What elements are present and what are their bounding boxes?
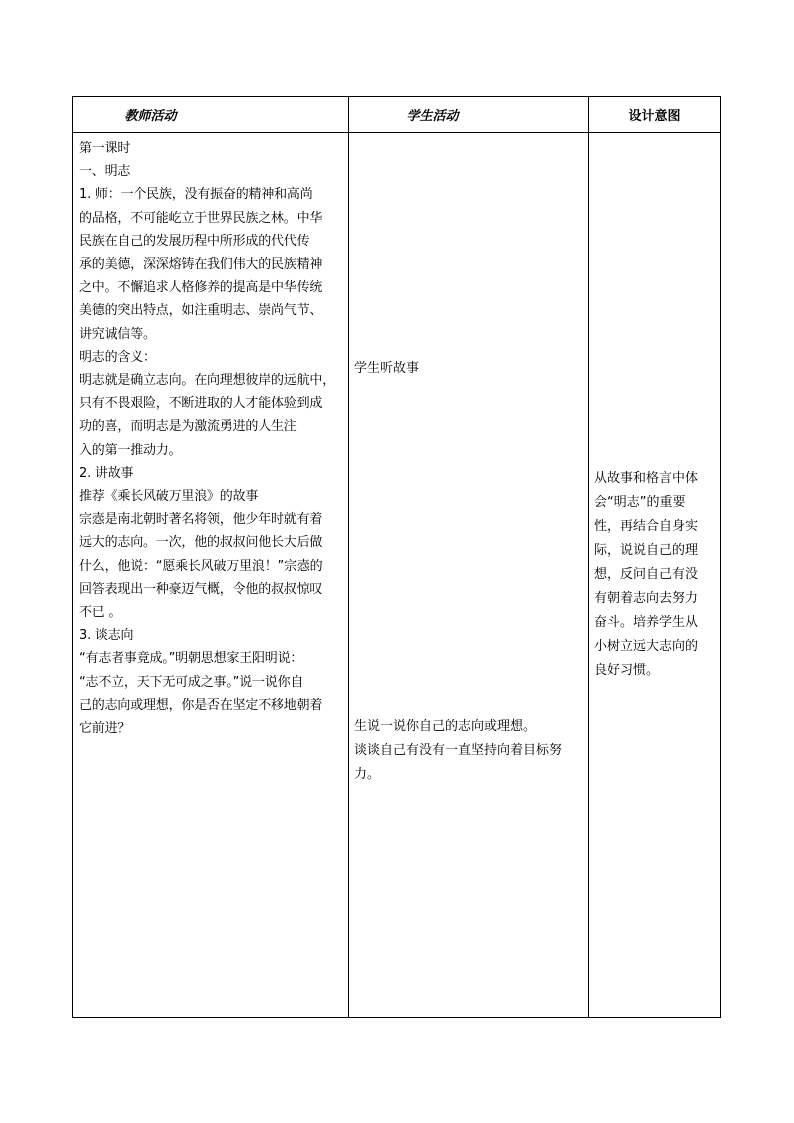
design-text-line: 奋斗。培养学生从 xyxy=(594,615,699,630)
teacher-activity-header xyxy=(73,97,349,133)
student-talk-text xyxy=(354,715,586,787)
design-text-line: 小树立远大志向的 xyxy=(594,639,699,654)
teacher-text-line: 明志的含义： xyxy=(79,349,156,365)
teacher-text-line: 1. 师：一个民族，没有振奋的精神和高尚 xyxy=(79,187,313,203)
teacher-activity-cell xyxy=(73,133,349,1018)
design-text-line: 从故事和格言中体 xyxy=(594,471,699,486)
student-activity-cell xyxy=(349,133,589,1018)
teacher-text-line: 的品格，不可能屹立于世界民族之林。中华 xyxy=(79,210,323,226)
teacher-text-line: 它前进？ xyxy=(79,721,131,737)
teacher-text-line: 第一课时 xyxy=(79,141,131,156)
teacher-text-line: 远大的志向。一次，他的叔叔问他长大后做 xyxy=(79,535,323,551)
teacher-text-line: 只有不畏艰险，不断进取的人才能体验到成 xyxy=(79,396,323,412)
design-intent-cell xyxy=(589,133,721,1018)
teacher-text-line: 3. 谈志向 xyxy=(79,628,134,644)
design-text-line: 会“明志”的重要 xyxy=(594,495,686,510)
design-text-line: 想，反问自己有没 xyxy=(594,567,699,582)
design-text-line: 有朝着志向去努力 xyxy=(594,591,699,606)
design-text-line: 性，再结合自身实 xyxy=(594,519,699,534)
student-talk-line: 生说一说你自己的志向或理想。 xyxy=(354,719,537,734)
teacher-text-line: 之中。不懈追求人格修养的提高是中华传统 xyxy=(79,280,323,296)
teacher-text-line: 回答表现出一种豪迈气概，令他的叔叔惊叹 xyxy=(79,581,323,597)
design-intent-header xyxy=(589,97,721,133)
teacher-text-line: 明志就是确立志向。在向理想彼岸的远航中， xyxy=(79,373,336,389)
teacher-activity-header-label: 教师活动 xyxy=(124,109,177,124)
teacher-text-line: 讲究诚信等。 xyxy=(79,326,156,342)
teacher-text-line: “志不立，天下无可成之事。”说一说你自 xyxy=(79,674,304,690)
student-story-text xyxy=(354,357,586,381)
student-talk-line: 谈谈自己有没有一直坚持向着目标努 xyxy=(354,743,563,758)
student-activity-header-label: 学生活动 xyxy=(406,109,459,124)
student-activity-header xyxy=(349,97,589,133)
teacher-text-line: 民族在自己的发展历程中所形成的代代传 xyxy=(79,233,310,249)
design-intent-header-label: 设计意图 xyxy=(628,109,681,124)
lesson-plan-table xyxy=(72,96,721,1018)
design-intent-text xyxy=(594,467,718,683)
table-header-row xyxy=(73,97,721,133)
table-body-row xyxy=(73,133,721,1018)
student-talk-line: 力。 xyxy=(354,767,381,782)
teacher-text-line: 己的志向或理想，你是否在坚定不移地朝着 xyxy=(79,697,323,713)
teacher-text-line: 不已 。 xyxy=(79,605,122,621)
teacher-text-line: 入的第一推动力。 xyxy=(79,442,182,458)
teacher-text-line: “有志者事竟成。”明朝思想家王阳明说： xyxy=(79,651,304,667)
student-story-line: 学生听故事 xyxy=(354,361,420,376)
teacher-text-line: 什么，他说：“愿乘长风破万里浪！”宗悫的 xyxy=(79,558,323,574)
teacher-text-line: 宗悫是南北朝时著名将领，他少年时就有着 xyxy=(79,512,323,528)
design-text-line: 良好习惯。 xyxy=(594,663,660,678)
teacher-text-line: 推荐《乘长风破万里浪》的故事 xyxy=(79,489,259,505)
teacher-activity-text xyxy=(79,137,345,740)
teacher-text-line: 一、明志 xyxy=(79,164,131,180)
teacher-text-line: 美德的突出特点，如注重明志、崇尚气节、 xyxy=(79,303,323,319)
teacher-text-line: 2. 讲故事 xyxy=(79,465,134,481)
teacher-text-line: 承的美德，深深熔铸在我们伟大的民族精神 xyxy=(79,257,323,273)
teacher-text-line: 功的喜，而明志是为激流勇进的人生注 xyxy=(79,419,297,435)
design-text-line: 际，说说自己的理 xyxy=(594,543,699,558)
